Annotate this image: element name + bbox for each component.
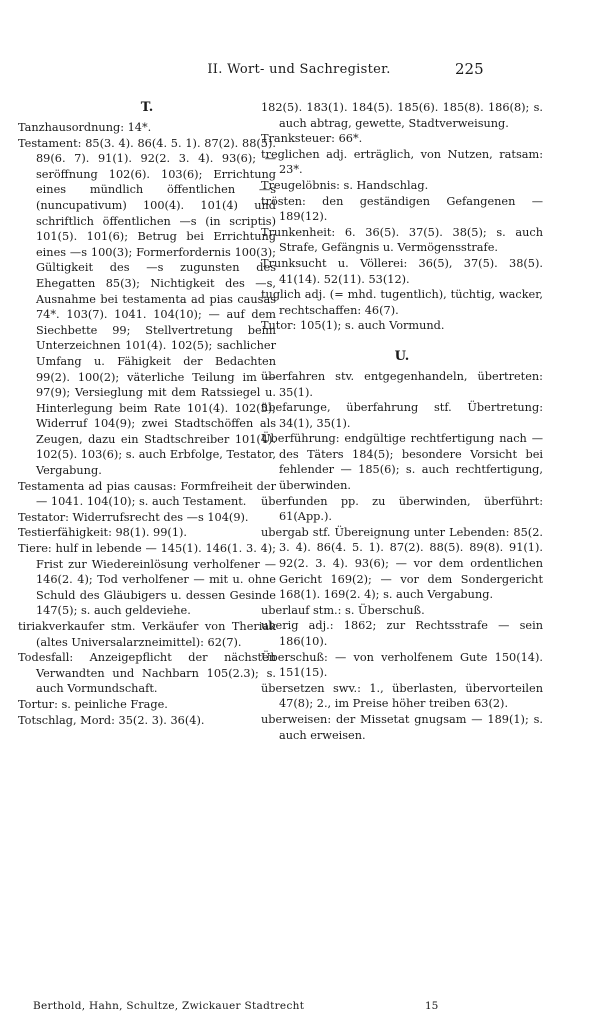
index-entry: Überschuß: — von verholfenem Gute 150(14). 151(15). (261, 650, 543, 680)
index-entry: überfahren stv. entgegenhandeln, übertreten: 35(1). (261, 369, 543, 399)
index-entry: Trunkenheit: 6. 36(5). 37(5). 38(5); s. auch Strafe, Gefängnis u. Vermögensstrafe. (261, 225, 543, 255)
index-entry: Tutor: 105(1); s. auch Vormund. (261, 319, 445, 333)
book-signature: Berthold, Hahn, Schultze, Zwickauer Stadtrecht (33, 1000, 305, 1012)
left-column (18, 100, 276, 728)
section-letter-u: U. (394, 348, 410, 364)
index-entry: uberweisen: der Missetat gnugsam — 189(1); s. auch erweisen. (261, 712, 543, 742)
running-title: II. Wort- und Sachregister. (207, 62, 391, 77)
index-entry: Treugelöbnis: s. Handschlag. (261, 178, 429, 192)
index-entry: Testamenta ad pias causas: Formfreiheit der — 1041. 104(10); s. auch Testament. (18, 479, 276, 509)
index-entry: Testierfähigkeit: 98(1). 99(1). (18, 526, 188, 540)
index-entry: trösten: den geständigen Gefangenen — 189(12). (261, 194, 543, 224)
index-entry: Todesfall: Anzeigepflicht der nächsten Verwandten und Nachbarn 105(2.3); s. auch Vormundschaft. (18, 651, 276, 696)
index-entry: überfunden pp. zu überwinden, überführt: 61(App.). (261, 494, 543, 524)
index-entry: Tanzhausordnung: 14*. (18, 121, 152, 134)
index-entry: 182(5). 183(1). 184(5). 185(6). 185(8). 186(8); s. auch abtrag, gewette, Stadtverweisung. (261, 101, 543, 130)
index-entry: Tranksteuer: 66*. (261, 132, 363, 146)
index-entry: tuglich adj. (= mhd. tugentlich), tüchtig, wacker, rechtschaffen: 46(7). (261, 288, 543, 317)
index-entry: uberig adj.: 1862; zur Rechtsstrafe — sein 186(10). (261, 619, 543, 648)
index-entry: Totschlag, Mord: 35(2. 3). 36(4). (18, 713, 205, 727)
index-entry: uberlauf stm.: s. Überschuß. (261, 603, 425, 617)
index-entry: Testator: Widerrufsrecht des —s 104(9). (18, 510, 249, 524)
index-entry: übersetzen swv.: 1., überlasten, übervorteilen 47(8); 2., im Preise höher treiben 63(2). (261, 681, 543, 711)
section-letter-t: T. (140, 100, 154, 115)
page-number: 225 (455, 60, 484, 78)
index-entry: Tortur: s. peinliche Frage. (18, 697, 168, 711)
index-entry: Tiere: hulf in lebende — 145(1). 146(1. 3. 4); Frist zur Wiedereinlösung verholfener — 146(2. 4); Tod verholfener — mit u. ohne Schuld des Gläubigers u. dessen Gesinde 147(5); s. auch geldeviehe. (18, 542, 276, 618)
index-entry: treglichen adj. erträglich, von Nutzen, ratsam: 23*. (261, 147, 543, 177)
index-entry: Trunksucht u. Völlerei: 36(5), 37(5). 38(5). 41(14). 52(11). 53(12). (261, 256, 543, 286)
right-column (261, 100, 543, 743)
sheet-number: 15 (425, 1000, 439, 1012)
index-entry: ubergab stf. Übereignung unter Lebenden: 85(2. 3. 4). 86(4. 5. 1). 87(2). 88(5). 89(8). 91(1). 92(2. 3. 4). 93(6); — vor dem ordentlichen Gericht 169(2); — vor dem Sondergericht 168(1). 169(2. 4); s. auch Vergabung. (261, 525, 543, 602)
index-entry: übefarunge, überfahrung stf. Übertretung: 34(1), 35(1). (261, 401, 543, 430)
index-entry: Testament: 85(3. 4). 86(4. 5. 1). 87(2). 88(5). 89(6. 7). 91(1). 92(2. 3. 4). 93(6); —seröffnung 102(6). 103(6); Errichtung eines mündlich öffentlichen —s (nuncupativum) 100(4). 101(4) und schriftlich öffentlichen —s (in scriptis) 101(5). 101(6); Betrug bei Errichtung eines —s 100(3); Formerfordernis 100(3); Gültigkeit des —s zugunsten des Ehegatten 85(3); Nichtigkeit des —s, Ausnahme bei testamenta ad pias causas 74*. 103(7). 1041. 104(10); — auf dem Siechbette 99; Stellvertretung beim Unterzeichnen 101(4). 102(5); sachlicher Umfang u. Fähigkeit der Bedachten 99(2). 100(2); väterliche Teilung im — 97(9); Versieglung mit dem Ratssiegel u. Hinterlegung beim Rate 101(4). 102(5); Widerruf 104(9); zwei Stadtschöffen als Zeugen, dazu ein Stadtschreiber 101(4). 102(5). 103(6); s. auch Erbfolge, Testator, Vergabung. (18, 136, 276, 478)
index-entry: Überführung: endgültige rechtfertigung nach — des Täters 184(5); besondere Vorsicht bei fehlender — 185(6); s. auch rechtfertigung, überwinden. (261, 432, 543, 493)
index-entry: tiriakverkaufer stm. Verkäufer von Theriak (altes Universalarzneimittel): 62(7). (18, 620, 276, 649)
